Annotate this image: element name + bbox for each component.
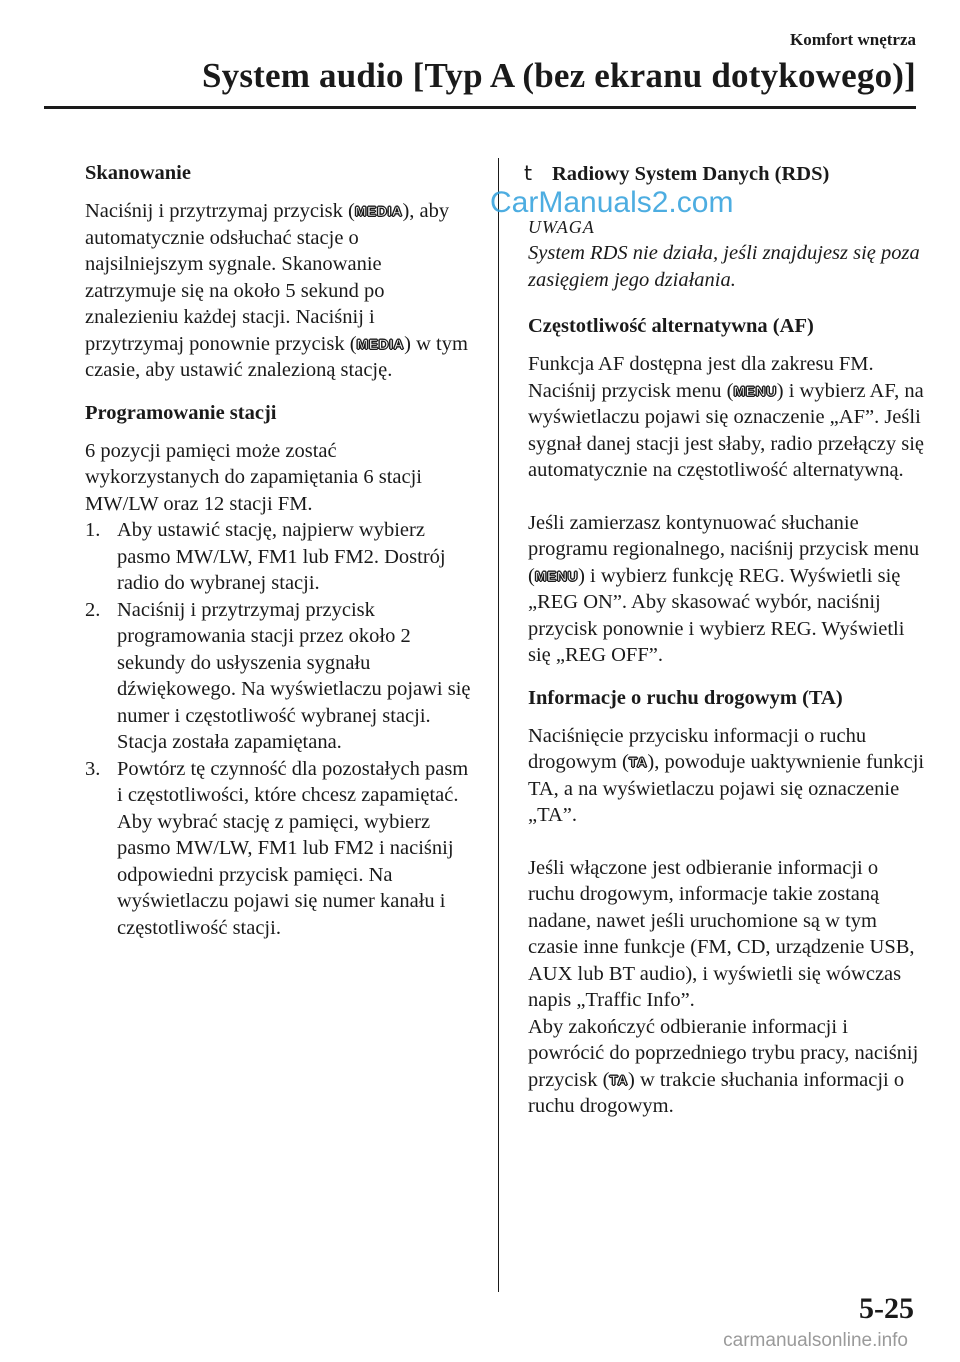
scan-heading: Skanowanie xyxy=(85,162,191,184)
ta-heading: Informacje o ruchu drogowym (TA) xyxy=(528,686,843,709)
watermark-text: CarManuals2.com xyxy=(490,186,734,219)
rds-heading: t Radiowy System Danych (RDS) xyxy=(524,161,830,185)
list-item: 1. Aby ustawić stację, najpierw wybierz pasmo MW/LW, FM1 lub FM2. Dostrój radio do wybranej stacji. xyxy=(85,519,446,594)
media-button-icon: MEDIA xyxy=(356,335,405,352)
footer-watermark: carmanualsonline.info xyxy=(723,1330,908,1351)
list-item: 3. Powtórz tę czynność dla pozostałych pasm i częstotliwości, które chcesz zapamiętać. Aby wybrać stację z pamięci, wybierz pasmo MW/LW, FM1 lub FM2 i naciśnij odpowiedni przycisk pamięci. Na wyświetlaczu pojawi się numer kanału i częstotliwość stacji. xyxy=(85,757,469,939)
section-label: Komfort wnętrza xyxy=(789,30,916,49)
programming-steps xyxy=(85,517,475,941)
ta-paragraph-1: Naciśnięcie przycisku informacji o ruchu drogowym (TA), powoduje uaktywnienie funkcji TA, a na wyświetlaczu pojawi się oznaczenie „TA”. xyxy=(528,724,925,826)
bullet-mark-icon: t xyxy=(524,161,533,185)
af-heading: Częstotliwość alternatywna (AF) xyxy=(528,315,814,337)
menu-button-icon: MENU xyxy=(534,567,579,584)
af-paragraph-1: Funkcja AF dostępna jest dla zakresu FM. Naciśnij przycisk menu (MENU) i wybierz AF, na wyświetlaczu pojawi się oznaczenie „AF”. Jeśli sygnał danej stacji jest słaby, radio przełączy się automatycznie na częstotliwość alternatywną. xyxy=(528,353,924,481)
ta-paragraph-3: Aby zakończyć odbieranie informacji i powrócić do poprzedniego trybu pracy, naciśnij przycisk (TA) w trakcie słuchania informacji o ruchu drogowym. xyxy=(528,1015,919,1117)
scan-paragraph: Naciśnij i przytrzymaj przycisk (MEDIA), aby automatycznie odsłuchać stacje o najsilniejszym sygnale. Skanowanie zatrzymuje się na około 5 sekund po znalezieniu każdej stacji. Naciśnij i przytrzymaj ponownie przycisk (MEDIA) w tym czasie, aby ustawić znalezioną stację. xyxy=(85,200,468,381)
menu-button-icon: MENU xyxy=(733,382,777,399)
media-button-icon: MEDIA xyxy=(354,203,403,219)
af-paragraph-2: Jeśli zamierzasz kontynuować słuchanie programu regionalnego, naciśnij przycisk menu (MENU) i wybierz funkcję REG. Wyświetli się „REG ON”. Aby skasować wybór, naciśnij przycisk ponownie i wybierz REG. Wyświetli się „REG OFF”. xyxy=(528,511,920,666)
ta-button-icon: TA xyxy=(609,1071,629,1088)
programming-heading: Programowanie stacji xyxy=(85,401,277,424)
page-title: System audio [Typ A (bez ekranu dotykowego)] xyxy=(201,56,916,95)
note-title: UWAGA xyxy=(528,216,595,237)
right-column xyxy=(524,160,928,1132)
page-number: 5-25 xyxy=(859,1292,914,1325)
programming-intro: 6 pozycji pamięci może zostać wykorzystanych do zapamiętania 6 stacji MW/LW oraz 12 stacji FM. xyxy=(85,439,422,515)
ta-button-icon: TA xyxy=(628,754,648,770)
left-column xyxy=(85,160,475,941)
ta-paragraph-2: Jeśli włączone jest odbieranie informacji o ruchu drogowym, informacje takie zostaną nadane, nawet jeśli uruchomione są w tym czasie inne funkcje (FM, CD, urządzenie USB, AUX lub BT audio), i wyświetli się wówczas napis „Traffic Info”. xyxy=(528,856,915,1011)
header-rule xyxy=(44,106,916,109)
column-divider xyxy=(498,158,499,1292)
note-body: System RDS nie działa, jeśli znajdujesz się poza zasięgiem jego działania. xyxy=(528,242,920,291)
list-item: 2. Naciśnij i przytrzymaj przycisk programowania stacji przez około 2 sekundy do usłyszenia sygnału dźwiękowego. Na wyświetlaczu pojawi się numer i częstotliwość wybranej stacji. Stacja została zapamiętana. xyxy=(85,598,471,753)
